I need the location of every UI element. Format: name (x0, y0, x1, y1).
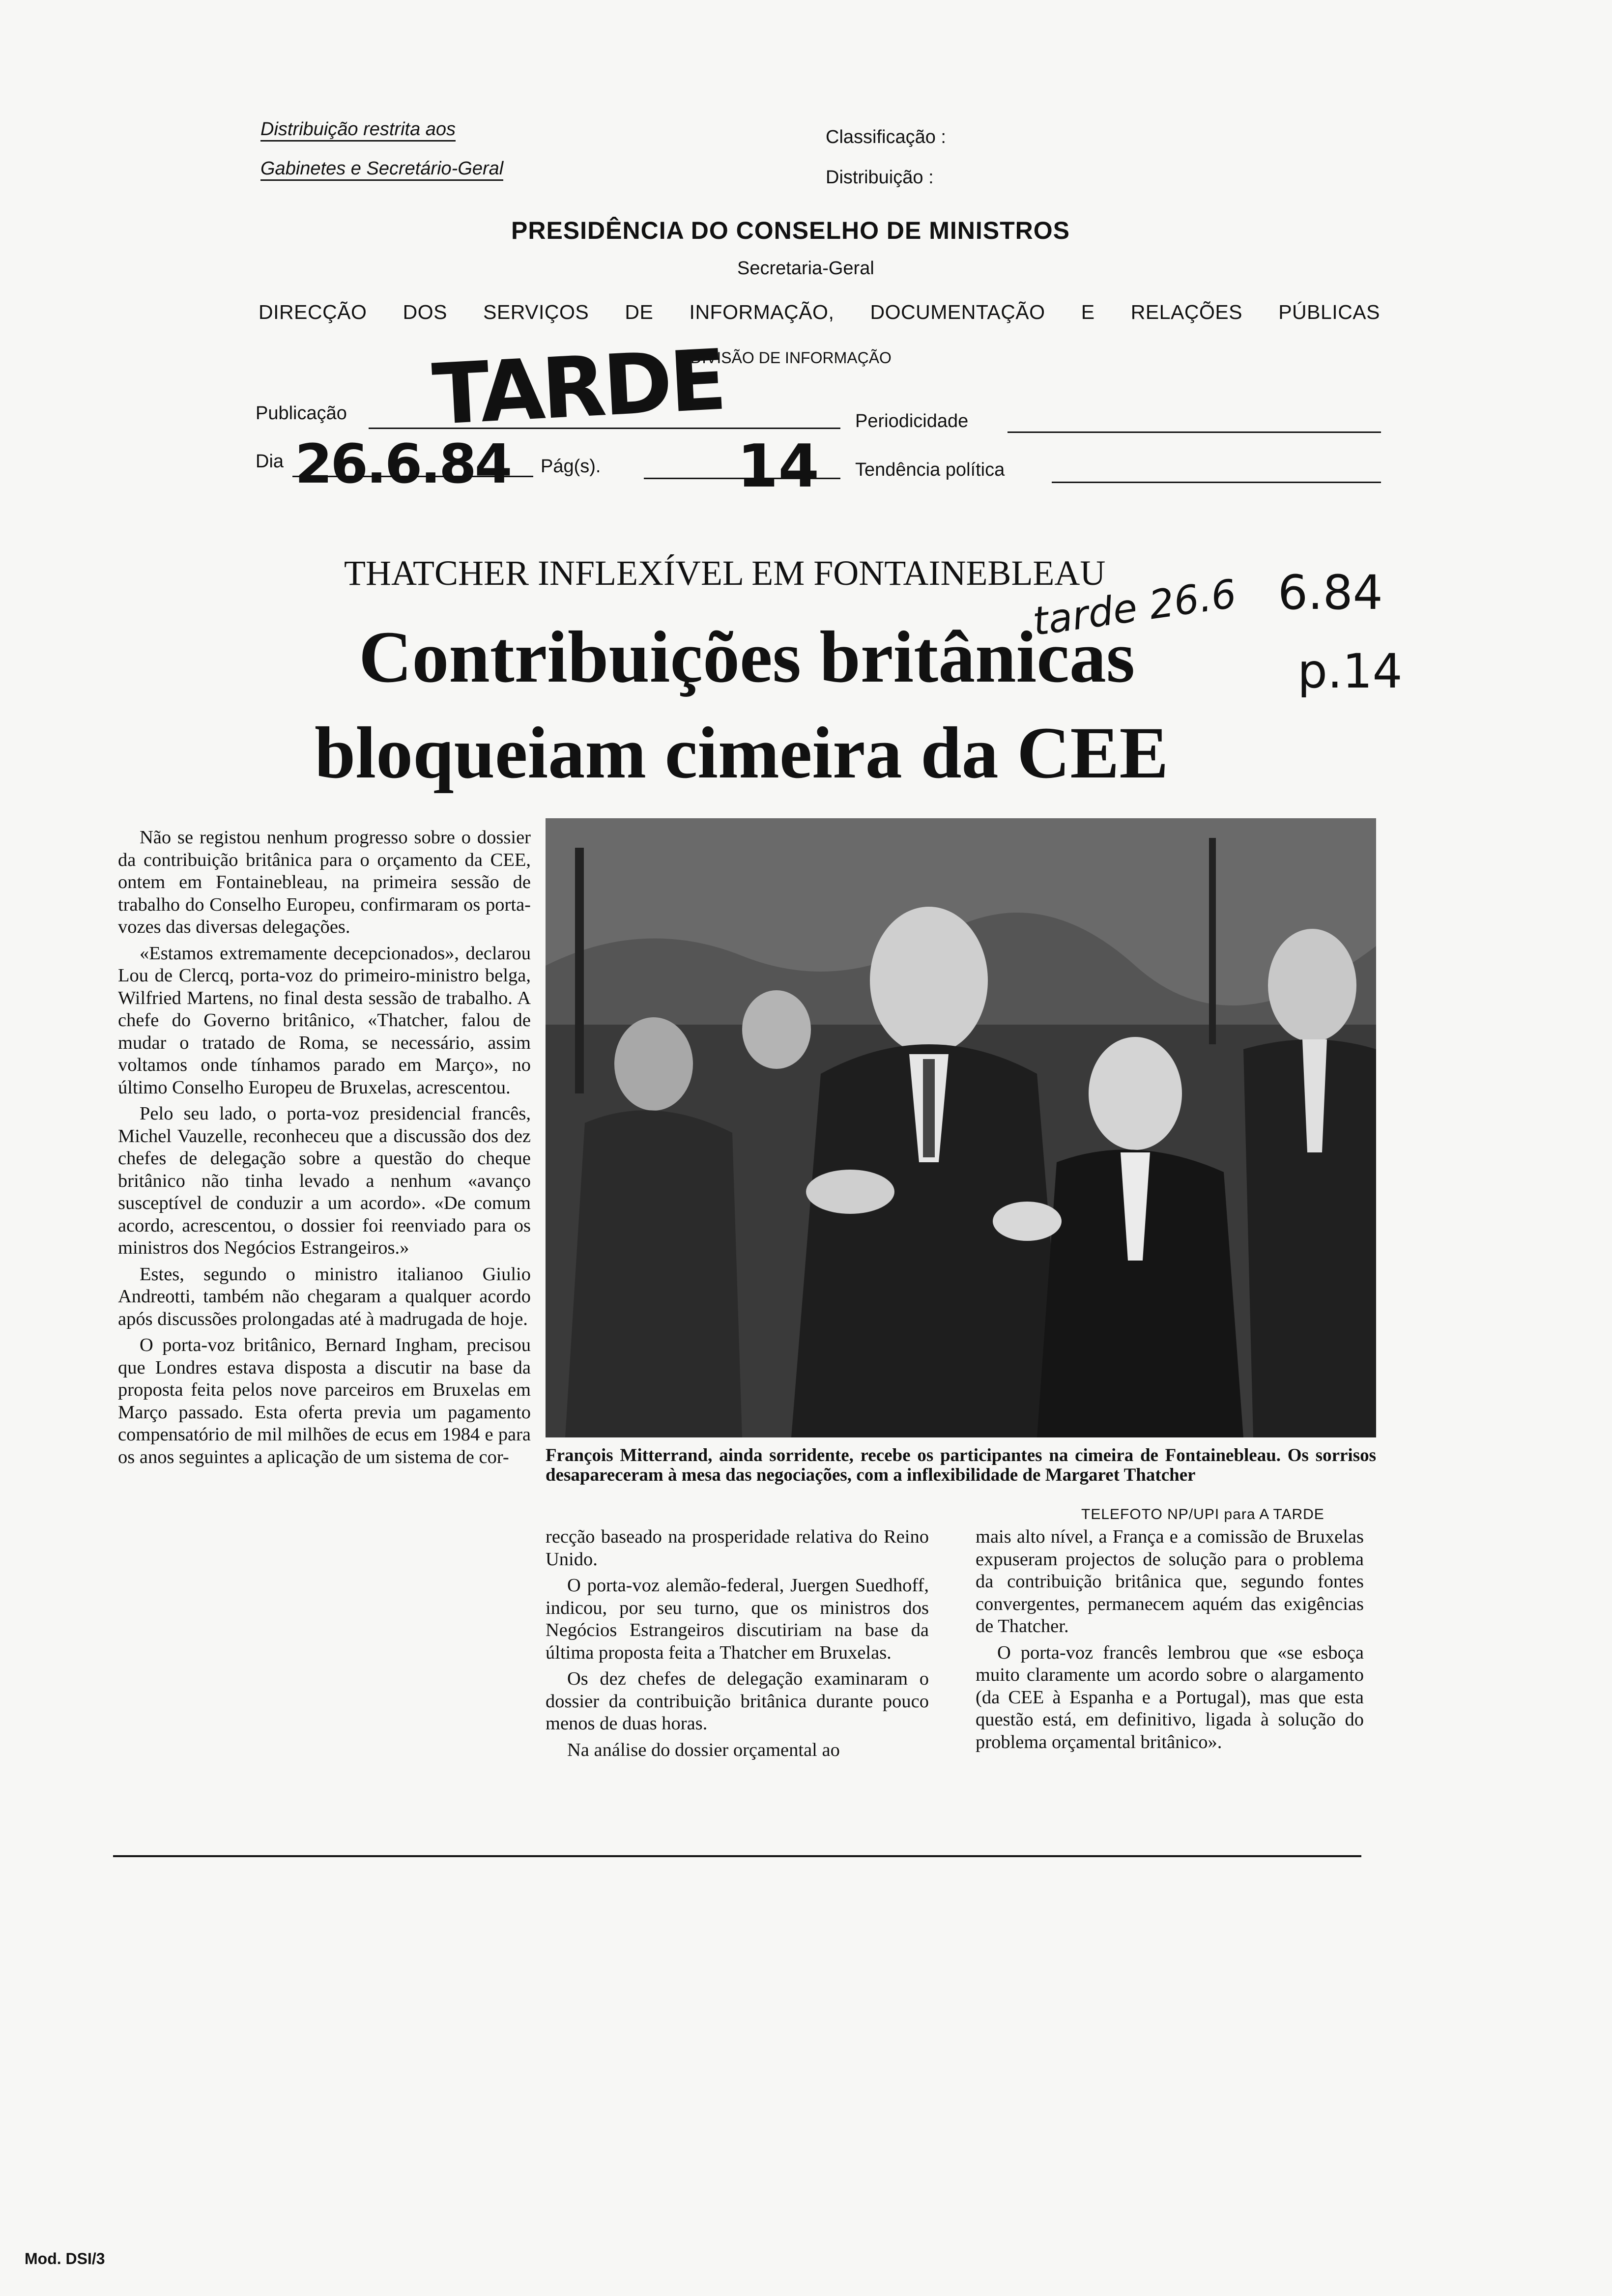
secretaria-geral: Secretaria-Geral (737, 258, 874, 279)
col1-paragraph-5: O porta-voz britânico, Bernard Ingham, precisou que Londres estava disposta a discutir na base da proposta feita pelos nove parceiros em Bruxelas em Março passado. Esta oferta previa um pagamento compensatório de mil milhões de ecus em 1984 e para os anos seguintes a aplicação de um sistema de cor- (118, 1335, 531, 1467)
tendencia-label: Tendência política (855, 459, 1005, 480)
col1-paragraph-2: «Estamos extremamente decepcionados», declarou Lou de Clercq, porta-voz do primeiro-ministro belga, Wilfried Martens, no final desta sessão de trabalho. A chefe do Governo britânico, «Thatcher, falou de mudar o tratado de Roma, se necessário, assim voltamos onde tínhamos parado em Março», no último Conselho Europeu de Bruxelas, acrescentou. (118, 943, 531, 1098)
handwritten-margin-date: 6.84 (1278, 565, 1383, 620)
tendencia-field-line (1052, 482, 1381, 483)
col2-paragraph-4: Na análise do dossier orçamental ao (567, 1739, 840, 1760)
direccao-line: DIRECÇÃO DOS SERVIÇOS DE INFORMAÇÃO, DOCUMENTAÇÃO E RELAÇÕES PÚBLICAS (259, 301, 1380, 323)
col1-paragraph-1: Não se registou nenhum progresso sobre o dossier da contribuição britânica para o orçamento da CEE, ontem em Fontainebleau, na primeira sessão de trabalho do Conselho Europeu, confirmaram os porta-vozes das diversas delegações. (118, 827, 531, 937)
divisao-informacao: DIVISÃO DE INFORMAÇÃO (691, 349, 892, 367)
article-kicker: THATCHER INFLEXÍVEL EM FONTAINEBLEAU (344, 553, 1106, 593)
publicacao-label: Publicação (256, 403, 347, 424)
article-photo (546, 818, 1376, 1437)
photo-caption: François Mitterrand, ainda sorridente, recebe os participantes na cimeira de Fontainebleau. Os sorrisos desapareceram à mesa das negociações, com a inflexibilidade de Margaret Thatcher (546, 1445, 1376, 1485)
col2-paragraph-2: O porta-voz alemão-federal, Juergen Suedhoff, indicou, por seu turno, que os ministros dos Negócios Estrangeiros discutiriam na base da última proposta feita a Thatcher em Bruxelas. (546, 1575, 929, 1663)
handwritten-pags: 14 (737, 432, 819, 501)
article-column-3 (976, 1526, 1364, 1757)
col1-paragraph-3: Pelo seu lado, o porta-voz presidencial francês, Michel Vauzelle, reconheceu que a discussão dos dez chefes de delegação sobre a questão do cheque britânico não tinha levado a nenhum «avanço susceptível de conduzir a um acordo». «De comum acordo, acrescentou, o dossier foi reenviado para os ministros dos Negócios Estrangeiros.» (118, 1103, 531, 1258)
pags-label: Pág(s). (541, 456, 601, 477)
handwritten-publicacao: TARDE (430, 331, 726, 444)
photo-credit: TELEFOTO NP/UPI para A TARDE (1081, 1506, 1324, 1522)
handwritten-dia: 26.6.84 (295, 432, 511, 495)
article-column-2 (546, 1526, 929, 1765)
presidencia-title: PRESIDÊNCIA DO CONSELHO DE MINISTROS (511, 217, 1070, 244)
handwritten-margin-page: p.14 (1297, 644, 1403, 699)
bottom-rule (113, 1855, 1361, 1857)
col1-paragraph-4: Estes, segundo o ministro italianoo Giulio Andreotti, também não chegaram a qualquer acordo após discussões prolongadas até à madrugada de hoje. (118, 1263, 531, 1329)
periodicidade-field-line (1008, 431, 1381, 433)
col3-paragraph-1: mais alto nível, a França e a comissão de Bruxelas expuseram projectos de solução para o problema da contribuição britânica que, segundo fontes convergentes, permanecem aquém das exigências de Thatcher. (976, 1526, 1364, 1636)
restriction-line-1: Distribuição restrita aos (260, 119, 456, 142)
restriction-line-2: Gabinetes e Secretário-Geral (260, 158, 503, 181)
photo-figures (546, 818, 1376, 1437)
handwritten-margin-pub: tarde 26.6 (1030, 571, 1239, 645)
col2-paragraph-3: Os dez chefes de delegação examinaram o dossier da contribuição britânica durante pouco menos de duas horas. (546, 1668, 929, 1734)
dia-label: Dia (256, 451, 284, 472)
article-column-1 (118, 827, 531, 1472)
classificacao-label: Classificação : (826, 127, 946, 147)
col3-paragraph-2: O porta-voz francês lembrou que «se esboça muito claramente um acordo sobre o alargamento (da CEE à Espanha e a Portugal), mas que esta questão está, em definitivo, ligada à solução do problema orçamental britânico». (976, 1642, 1364, 1752)
headline-line-2: bloqueiam cimeira da CEE (315, 712, 1169, 794)
periodicidade-label: Periodicidade (855, 411, 969, 431)
headline-line-1: Contribuições britânicas (359, 616, 1135, 698)
form-code: Mod. DSI/3 (25, 2250, 105, 2267)
col2-paragraph-1: recção baseado na prosperidade relativa do Reino Unido. (546, 1526, 929, 1570)
distribuicao-label: Distribuição : (826, 167, 934, 188)
